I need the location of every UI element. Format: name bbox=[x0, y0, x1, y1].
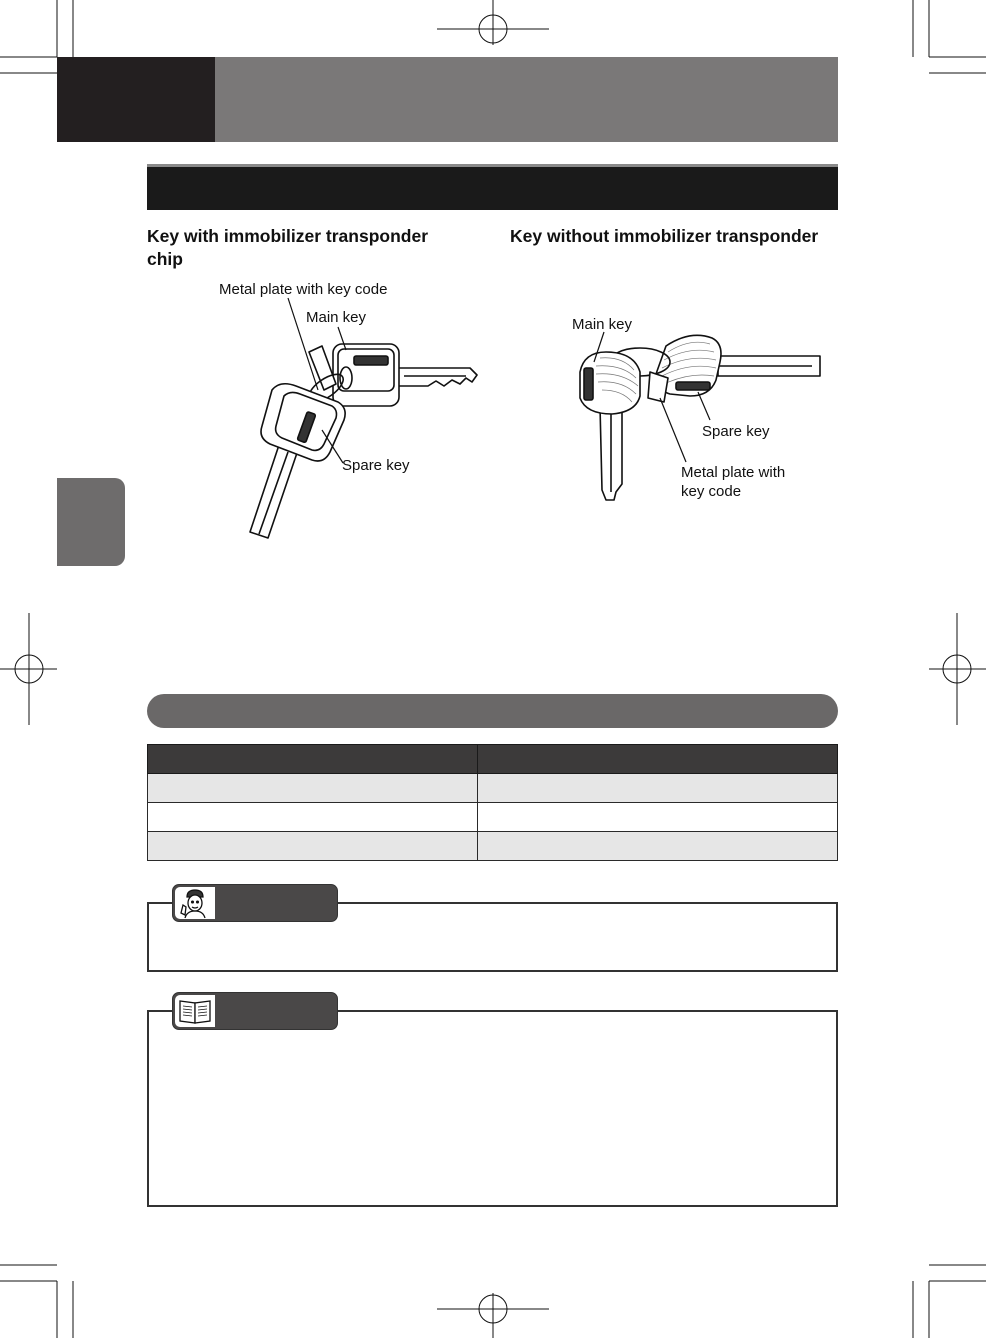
table-row bbox=[148, 832, 838, 861]
heading-key-without-transponder: Key without immobilizer transponder bbox=[510, 226, 819, 246]
table-row bbox=[148, 774, 838, 803]
callout-main-key-left: Main key bbox=[306, 309, 367, 326]
book-icon bbox=[175, 995, 215, 1027]
table-header-cell bbox=[478, 745, 838, 774]
heading-key-with-transponder: Key with immobilizer transponder chip bbox=[147, 226, 429, 269]
table-cell bbox=[478, 803, 838, 832]
info-note-box bbox=[147, 1010, 838, 1207]
callout-spare-key-left: Spare key bbox=[342, 457, 410, 474]
table-cell bbox=[148, 774, 478, 803]
table-cell bbox=[148, 832, 478, 861]
mechanic-icon bbox=[175, 887, 215, 919]
callout-spare-key-right: Spare key bbox=[702, 423, 770, 440]
table-header-row bbox=[148, 745, 838, 774]
table-cell bbox=[478, 774, 838, 803]
caution-note-tab bbox=[172, 884, 338, 922]
callout-metal-plate-right-line2: key code bbox=[681, 483, 742, 500]
table-cell bbox=[148, 803, 478, 832]
callout-metal-plate-left: Metal plate with key code bbox=[219, 281, 388, 298]
table-cell bbox=[478, 832, 838, 861]
subsection-title-bar bbox=[147, 694, 838, 728]
key-info-table bbox=[147, 744, 838, 861]
callout-metal-plate-right-line1: Metal plate with bbox=[681, 464, 786, 481]
callout-main-key-right: Main key bbox=[572, 316, 633, 333]
table-row bbox=[148, 803, 838, 832]
info-note-tab bbox=[172, 992, 338, 1030]
table-header-cell bbox=[148, 745, 478, 774]
